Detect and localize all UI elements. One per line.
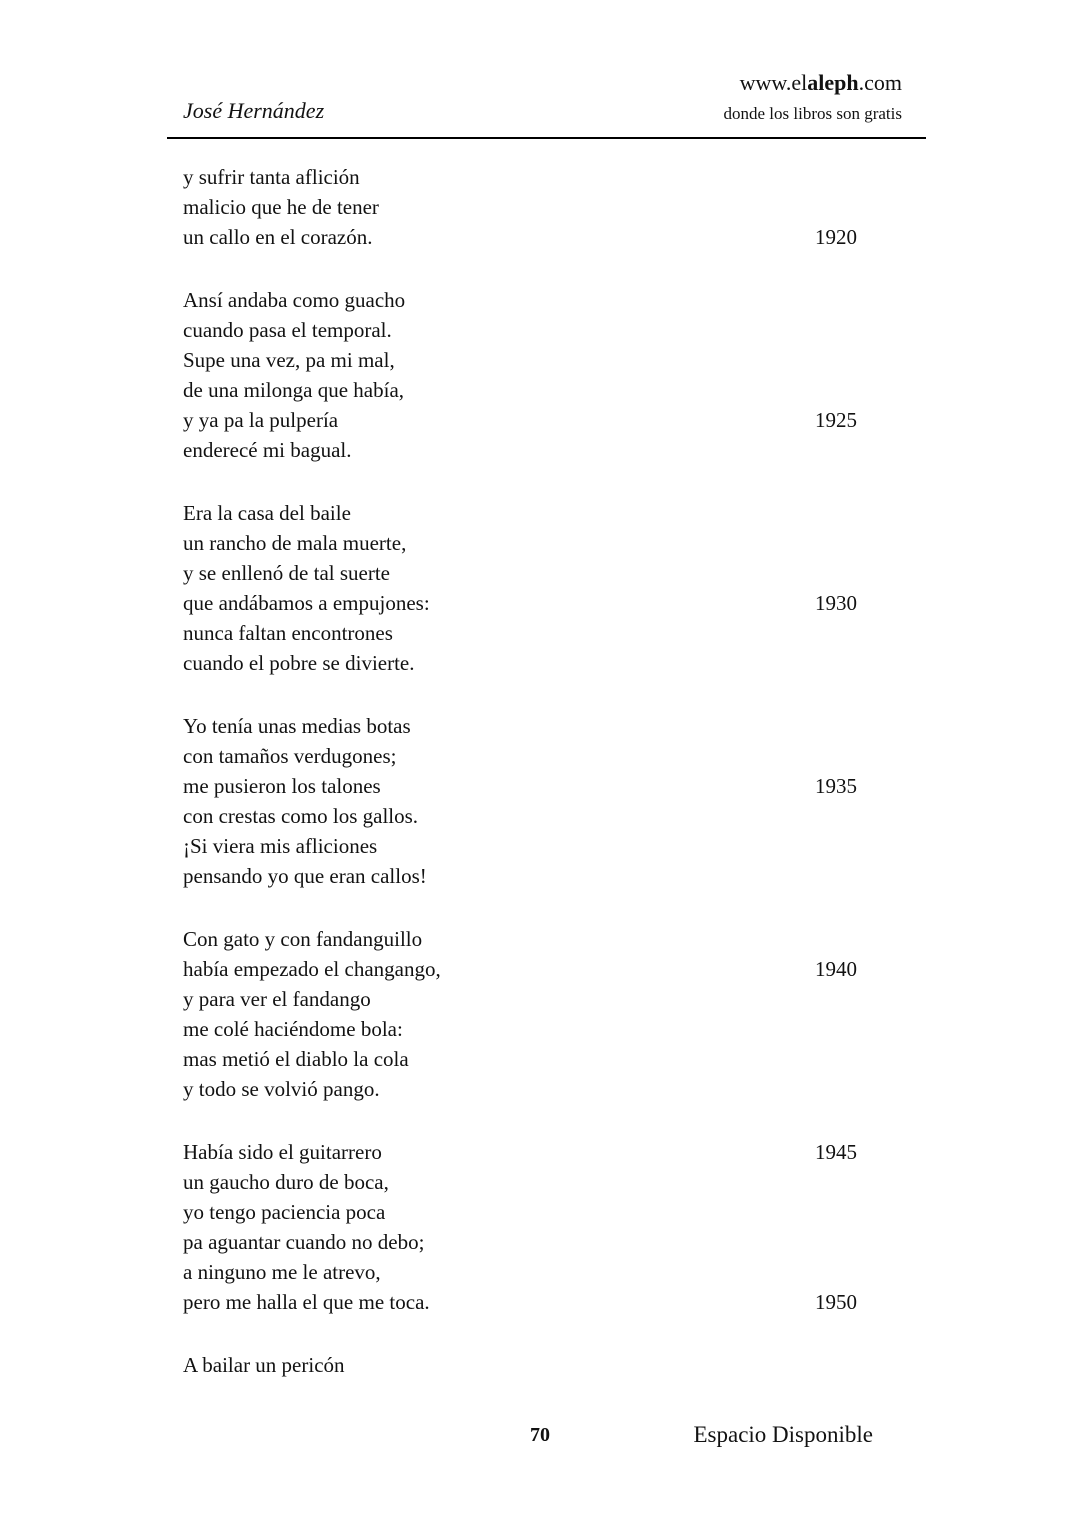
author-name: José Hernández [183,98,325,124]
poem-line [183,801,857,831]
poem-line-text: de una milonga que había, [183,377,405,402]
poem-line-text: Ansí andaba como guacho [183,287,406,312]
poem-line-text: que andábamos a empujones: [183,590,430,615]
poem-line-text: A bailar un pericón [183,1352,345,1377]
poem-line [183,861,857,891]
poem-line-text: y para ver el fandango [183,986,371,1011]
poem-line [183,285,857,315]
poem-line [183,618,857,648]
poem-line-text: y sufrir tanta aflición [183,164,360,189]
page-number: 70 [530,1424,550,1446]
site-name-bold: aleph [807,70,859,95]
poem-line [183,222,857,252]
poem-line-text: enderecé mi bagual. [183,437,352,462]
poem-line [183,1137,857,1167]
poem-line-text: un gaucho duro de boca, [183,1169,389,1194]
poem-line [183,1227,857,1257]
poem-line-text: cuando el pobre se divierte. [183,650,415,675]
poem-line-text: nunca faltan encontrones [183,620,393,645]
site-tagline: donde los libros son gratis [723,104,902,124]
poem-line-text: cuando pasa el temporal. [183,317,392,342]
poem-line-text: pensando yo que eran callos! [183,863,427,888]
poem-line-text: ¡Si viera mis afliciones [183,833,378,858]
stanza [183,924,857,1104]
poem-line-text: pa aguantar cuando no debo; [183,1229,425,1254]
poem-line [183,924,857,954]
poem-line [183,405,857,435]
line-number: 1935 [815,773,857,798]
poem-line [183,831,857,861]
poem-line [183,528,857,558]
stanza [183,711,857,891]
poem-line [183,1074,857,1104]
poem-line-text: Con gato y con fandanguillo [183,926,423,951]
poem-line-text: Había sido el guitarrero [183,1139,382,1164]
stanza [183,498,857,678]
stanza [183,1350,857,1380]
poem-line-text: malicio que he de tener [183,194,379,219]
site-name-suffix: .com [858,70,902,95]
line-number: 1945 [815,1139,857,1164]
poem-line-text: me pusieron los talones [183,773,381,798]
site-block [724,70,903,125]
poem-line [183,558,857,588]
poem-line [183,1257,857,1287]
poem-line [183,588,857,618]
poem-line-text: Supe una vez, pa mi mal, [183,347,395,372]
stanza [183,1137,857,1317]
poem-line-text: había empezado el changango, [183,956,441,981]
page-header [0,0,1080,135]
poem-line-text: y todo se volvió pango. [183,1076,380,1101]
line-number: 1925 [815,407,857,432]
poem-line-text: mas metió el diablo la cola [183,1046,409,1071]
poem-line [183,375,857,405]
poem-line-text: Yo tenía unas medias botas [183,713,411,738]
poem-line [183,741,857,771]
poem-line-text: me colé haciéndome bola: [183,1016,403,1041]
site-name [724,70,903,96]
line-number: 1920 [815,224,857,249]
footer-watermark: Espacio Disponible [693,1422,873,1447]
line-number: 1930 [815,590,857,615]
poem-line [183,435,857,465]
poem-line [183,1044,857,1074]
poem-line-text: con crestas como los gallos. [183,803,419,828]
site-name-prefix: www.el [739,70,808,95]
poem-line [183,1014,857,1044]
poem-line [183,192,857,222]
poem-line-text: a ninguno me le atrevo, [183,1259,381,1284]
poem-line [183,711,857,741]
poem-line [183,648,857,678]
poem-line-text: Era la casa del baile [183,500,351,525]
poem-line [183,345,857,375]
stanza [183,162,857,252]
poem-line [183,1197,857,1227]
poem-line-text: un callo en el corazón. [183,224,373,249]
stanza [183,285,857,465]
poem-line [183,1287,857,1317]
poem-line-text: y se enllenó de tal suerte [183,560,391,585]
poem-line [183,1167,857,1197]
poem-line [183,954,857,984]
poem-line [183,498,857,528]
poem-line [183,162,857,192]
line-number: 1950 [815,1289,857,1314]
line-number: 1940 [815,956,857,981]
poem-line [183,315,857,345]
poem-line-text: un rancho de mala muerte, [183,530,407,555]
poem-line-text: pero me halla el que me toca. [183,1289,430,1314]
poem-line [183,1350,857,1380]
poem-line-text: yo tengo paciencia poca [183,1199,386,1224]
poem-line-text: y ya pa la pulpería [183,407,339,432]
poem-line-text: con tamaños verdugones; [183,743,397,768]
poem-line [183,771,857,801]
poem-line [183,984,857,1014]
poem [0,139,1080,1380]
